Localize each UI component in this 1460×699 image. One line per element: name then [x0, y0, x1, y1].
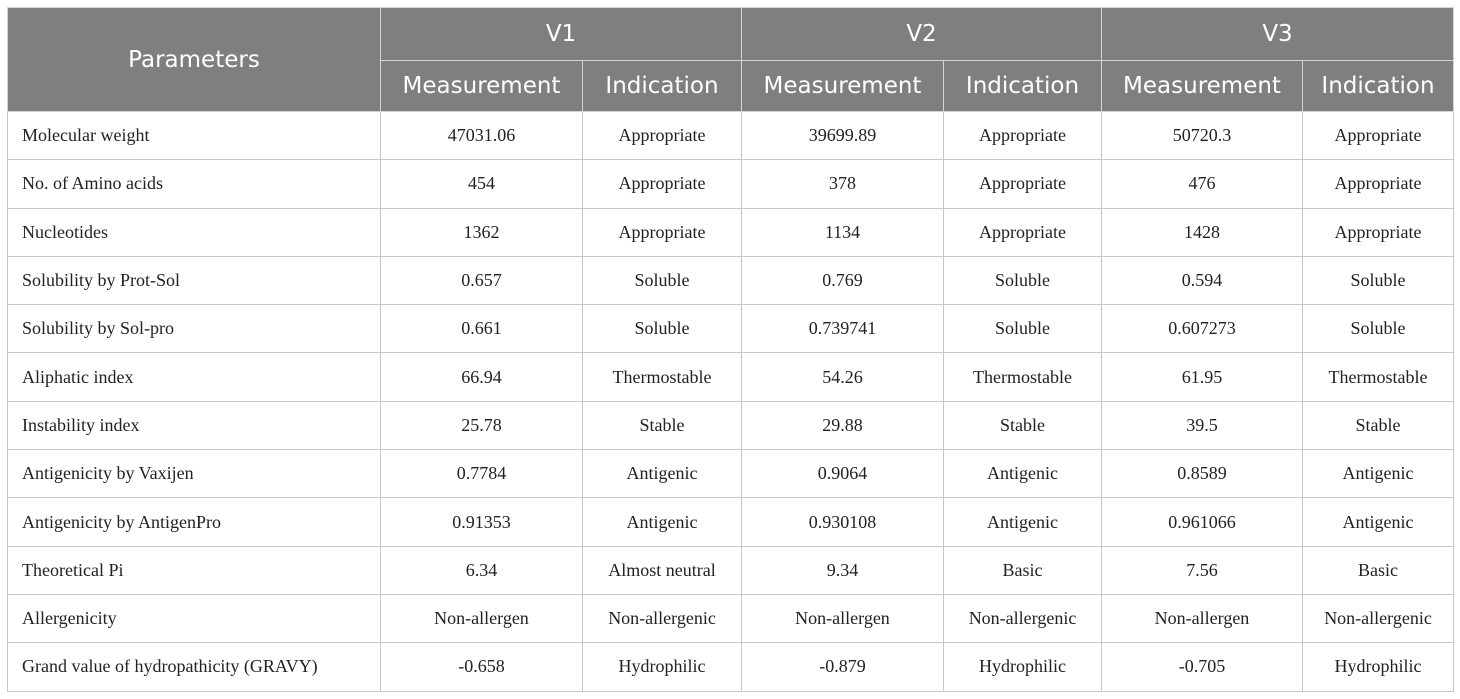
- v2-indication-cell: Antigenic: [944, 450, 1102, 498]
- table-row: [8, 353, 1454, 401]
- v3-measurement-cell: 7.56: [1102, 546, 1303, 594]
- table-row: [8, 546, 1454, 594]
- v3-indication-cell: Soluble: [1303, 305, 1454, 353]
- parameter-cell: Molecular weight: [8, 112, 381, 160]
- table-body: [8, 112, 1454, 692]
- parameter-cell: Instability index: [8, 401, 381, 449]
- v1-measurement-cell: 47031.06: [381, 112, 583, 160]
- parameter-cell: Aliphatic index: [8, 353, 381, 401]
- v3-measurement-cell: -0.705: [1102, 643, 1303, 691]
- v3-indication-cell: Antigenic: [1303, 498, 1454, 546]
- v1-indication-cell: Soluble: [583, 305, 742, 353]
- parameter-cell: Antigenicity by Vaxijen: [8, 450, 381, 498]
- v2-measurement-cell: 0.739741: [742, 305, 944, 353]
- v2-measurement-cell: 39699.89: [742, 112, 944, 160]
- v2-indication-cell: Non-allergenic: [944, 594, 1102, 642]
- v1-measurement-cell: -0.658: [381, 643, 583, 691]
- parameter-cell: Nucleotides: [8, 208, 381, 256]
- parameter-cell: No. of Amino acids: [8, 160, 381, 208]
- parameter-cell: Antigenicity by AntigenPro: [8, 498, 381, 546]
- v1-indication-cell: Soluble: [583, 256, 742, 304]
- v1-indication-cell: Non-allergenic: [583, 594, 742, 642]
- v3-measurement-cell: 61.95: [1102, 353, 1303, 401]
- v1-indication-cell: Appropriate: [583, 208, 742, 256]
- parameter-cell: Theoretical Pi: [8, 546, 381, 594]
- parameter-cell: Allergenicity: [8, 594, 381, 642]
- header-group-v1: V1: [381, 8, 742, 61]
- v2-measurement-cell: 1134: [742, 208, 944, 256]
- v3-indication-cell: Stable: [1303, 401, 1454, 449]
- v2-measurement-cell: 54.26: [742, 353, 944, 401]
- v3-measurement-cell: 0.607273: [1102, 305, 1303, 353]
- v2-measurement-cell: 0.930108: [742, 498, 944, 546]
- v3-measurement-cell: 0.594: [1102, 256, 1303, 304]
- v1-measurement-cell: 66.94: [381, 353, 583, 401]
- v2-measurement-cell: 378: [742, 160, 944, 208]
- v3-measurement-cell: Non-allergen: [1102, 594, 1303, 642]
- table-row: [8, 256, 1454, 304]
- v3-measurement-cell: 0.961066: [1102, 498, 1303, 546]
- header-v3-indication: Indication: [1303, 61, 1454, 112]
- v2-indication-cell: Appropriate: [944, 208, 1102, 256]
- parameter-cell: Grand value of hydropathicity (GRAVY): [8, 643, 381, 691]
- v3-measurement-cell: 39.5: [1102, 401, 1303, 449]
- header-v3-measurement: Measurement: [1102, 61, 1303, 112]
- v1-measurement-cell: 0.91353: [381, 498, 583, 546]
- v1-indication-cell: Antigenic: [583, 450, 742, 498]
- table-row: [8, 643, 1454, 691]
- v2-indication-cell: Appropriate: [944, 112, 1102, 160]
- table-row: [8, 305, 1454, 353]
- v1-indication-cell: Antigenic: [583, 498, 742, 546]
- v3-measurement-cell: 476: [1102, 160, 1303, 208]
- table-row: [8, 112, 1454, 160]
- v2-indication-cell: Stable: [944, 401, 1102, 449]
- header-v1-measurement: Measurement: [381, 61, 583, 112]
- v2-indication-cell: Hydrophilic: [944, 643, 1102, 691]
- v3-indication-cell: Appropriate: [1303, 112, 1454, 160]
- v3-measurement-cell: 0.8589: [1102, 450, 1303, 498]
- v2-indication-cell: Basic: [944, 546, 1102, 594]
- v2-measurement-cell: -0.879: [742, 643, 944, 691]
- v3-indication-cell: Non-allergenic: [1303, 594, 1454, 642]
- table-row: [8, 450, 1454, 498]
- v2-indication-cell: Appropriate: [944, 160, 1102, 208]
- v3-indication-cell: Hydrophilic: [1303, 643, 1454, 691]
- table-row: [8, 594, 1454, 642]
- v1-measurement-cell: 0.661: [381, 305, 583, 353]
- v1-measurement-cell: 0.7784: [381, 450, 583, 498]
- v2-indication-cell: Antigenic: [944, 498, 1102, 546]
- v3-indication-cell: Basic: [1303, 546, 1454, 594]
- v2-indication-cell: Thermostable: [944, 353, 1102, 401]
- v1-measurement-cell: 1362: [381, 208, 583, 256]
- v2-measurement-cell: 9.34: [742, 546, 944, 594]
- v1-indication-cell: Almost neutral: [583, 546, 742, 594]
- v1-measurement-cell: Non-allergen: [381, 594, 583, 642]
- parameter-cell: Solubility by Prot-Sol: [8, 256, 381, 304]
- v1-indication-cell: Thermostable: [583, 353, 742, 401]
- v3-indication-cell: Soluble: [1303, 256, 1454, 304]
- v2-measurement-cell: 0.769: [742, 256, 944, 304]
- v1-measurement-cell: 25.78: [381, 401, 583, 449]
- header-v2-indication: Indication: [944, 61, 1102, 112]
- table-row: [8, 498, 1454, 546]
- v2-measurement-cell: 29.88: [742, 401, 944, 449]
- v2-measurement-cell: 0.9064: [742, 450, 944, 498]
- v3-measurement-cell: 50720.3: [1102, 112, 1303, 160]
- v3-indication-cell: Appropriate: [1303, 160, 1454, 208]
- table-row: [8, 160, 1454, 208]
- v2-indication-cell: Soluble: [944, 305, 1102, 353]
- v1-indication-cell: Hydrophilic: [583, 643, 742, 691]
- header-row-groups: [8, 8, 1454, 61]
- v3-indication-cell: Thermostable: [1303, 353, 1454, 401]
- header-group-v2: V2: [742, 8, 1102, 61]
- v1-measurement-cell: 0.657: [381, 256, 583, 304]
- v2-measurement-cell: Non-allergen: [742, 594, 944, 642]
- v1-measurement-cell: 454: [381, 160, 583, 208]
- header-v2-measurement: Measurement: [742, 61, 944, 112]
- header-parameters: Parameters: [8, 8, 381, 112]
- v3-indication-cell: Antigenic: [1303, 450, 1454, 498]
- parameters-table: [7, 7, 1454, 692]
- table-row: [8, 401, 1454, 449]
- v1-indication-cell: Stable: [583, 401, 742, 449]
- v1-indication-cell: Appropriate: [583, 160, 742, 208]
- v1-indication-cell: Appropriate: [583, 112, 742, 160]
- v3-indication-cell: Appropriate: [1303, 208, 1454, 256]
- header-v1-indication: Indication: [583, 61, 742, 112]
- table-row: [8, 208, 1454, 256]
- v3-measurement-cell: 1428: [1102, 208, 1303, 256]
- v1-measurement-cell: 6.34: [381, 546, 583, 594]
- v2-indication-cell: Soluble: [944, 256, 1102, 304]
- table-header: [8, 8, 1454, 112]
- parameter-cell: Solubility by Sol-pro: [8, 305, 381, 353]
- header-group-v3: V3: [1102, 8, 1454, 61]
